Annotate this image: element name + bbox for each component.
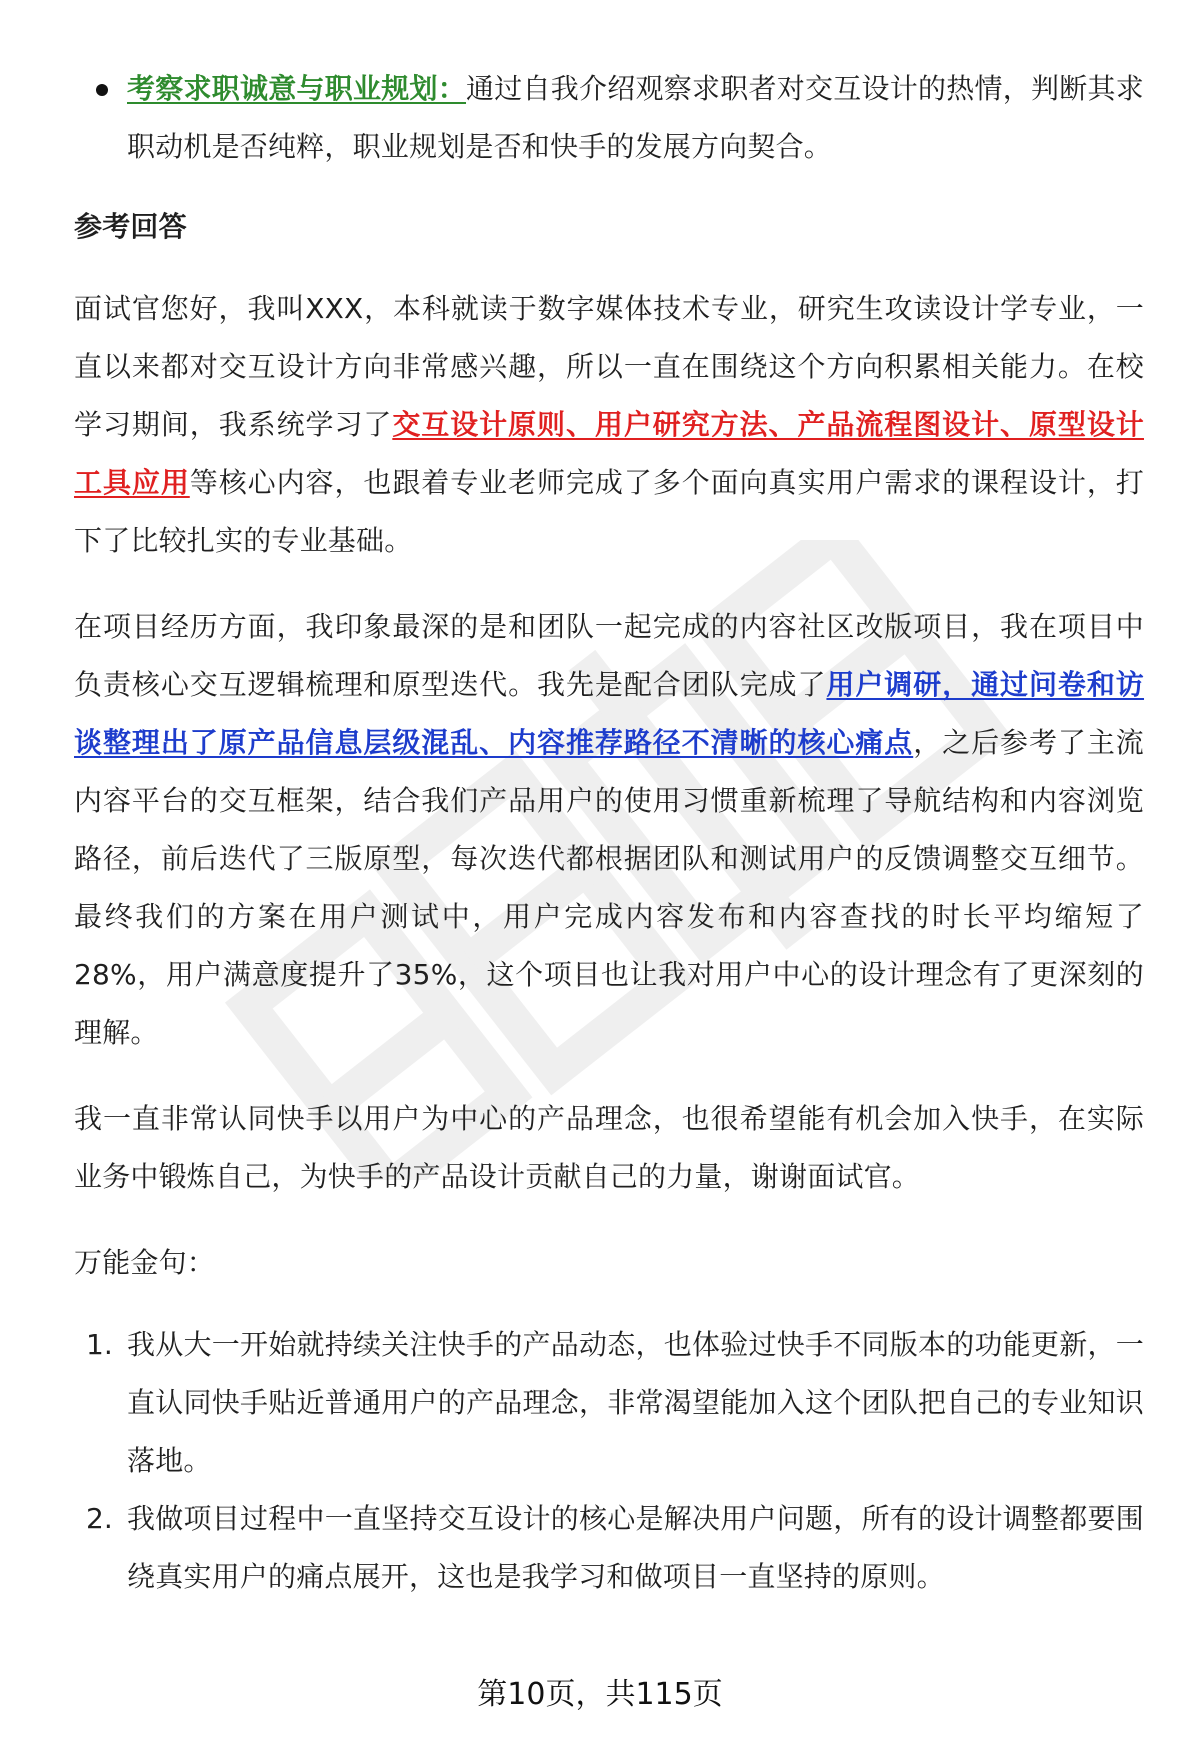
paragraph-project-highlight: 用户调研，通过问卷和访谈整理出了原产品信息层级混乱、内容推荐路径不清晰的核心痛点 (74, 668, 1145, 759)
list-item-number: 2. (86, 1502, 113, 1535)
bullet-item (74, 60, 1144, 176)
paragraph-education (74, 280, 1144, 570)
list-item-text: 我做项目过程中一直坚持交互设计的核心是解决用户问题，所有的设计调整都要围绕真实用户的痛点展开，这也是我学习和做项目一直坚持的原则。 (127, 1502, 1144, 1593)
bullet-text: 通过自我介绍观察求职者对交互设计的热情，判断其求职动机是否纯粹，职业规划是否和快手的发展方向契合。 (127, 72, 1144, 163)
paragraph-project-part2: ，之后参考了主流内容平台的交互框架，结合我们产品用户的使用习惯重新梳理了导航结构和内容浏览路径，前后迭代了三版原型，每次迭代都根据团队和测试用户的反馈调整交互细节。最终我们的方案在用户测试中，用户完成内容发布和内容查找的时长平均缩短了28%，用户满意度提升了35%，这个项目也让我对用户中心的设计理念有了更深刻的理解。 (74, 726, 1144, 1049)
bullet-highlight: 考察求职诚意与职业规划： (127, 72, 467, 105)
list-item (74, 1316, 1144, 1490)
document-content (74, 60, 1144, 1606)
bullet-dot-icon (96, 84, 108, 96)
list-item-number: 1. (86, 1328, 113, 1361)
paragraph-closing: 我一直非常认同快手以用户为中心的产品理念，也很希望能有机会加入快手，在实际业务中锻炼自己，为快手的产品设计贡献自己的力量，谢谢面试官。 (74, 1102, 1144, 1193)
paragraph-education-highlight: 交互设计原则、用户研究方法、产品流程图设计、原型设计工具应用 (74, 408, 1144, 499)
golden-list (74, 1316, 1144, 1606)
paragraph-project (74, 598, 1144, 1062)
paragraph-project-part1: 在项目经历方面，我印象最深的是和团队一起完成的内容社区改版项目，我在项目中负责核心交互逻辑梳理和原型迭代。我先是配合团队完成了 (74, 610, 1144, 701)
list-item-text: 我从大一开始就持续关注快手的产品动态，也体验过快手不同版本的功能更新，一直认同快手贴近普通用户的产品理念，非常渴望能加入这个团队把自己的专业知识落地。 (127, 1328, 1144, 1477)
page-footer: 第10页，共115页 (477, 1677, 723, 1712)
list-item (74, 1490, 1144, 1606)
paragraph-education-part2: 等核心内容，也跟着专业老师完成了多个面向真实用户需求的课程设计，打下了比较扎实的专业基础。 (74, 466, 1144, 557)
reference-heading: 参考回答 (74, 210, 187, 243)
paragraph-education-part1: 面试官您好，我叫XXX，本科就读于数字媒体技术专业，研究生攻读设计学专业，一直以来都对交互设计方向非常感兴趣，所以一直在围绕这个方向积累相关能力。在校学习期间，我系统学习了 (74, 292, 1144, 441)
golden-heading: 万能金句： (74, 1246, 216, 1279)
